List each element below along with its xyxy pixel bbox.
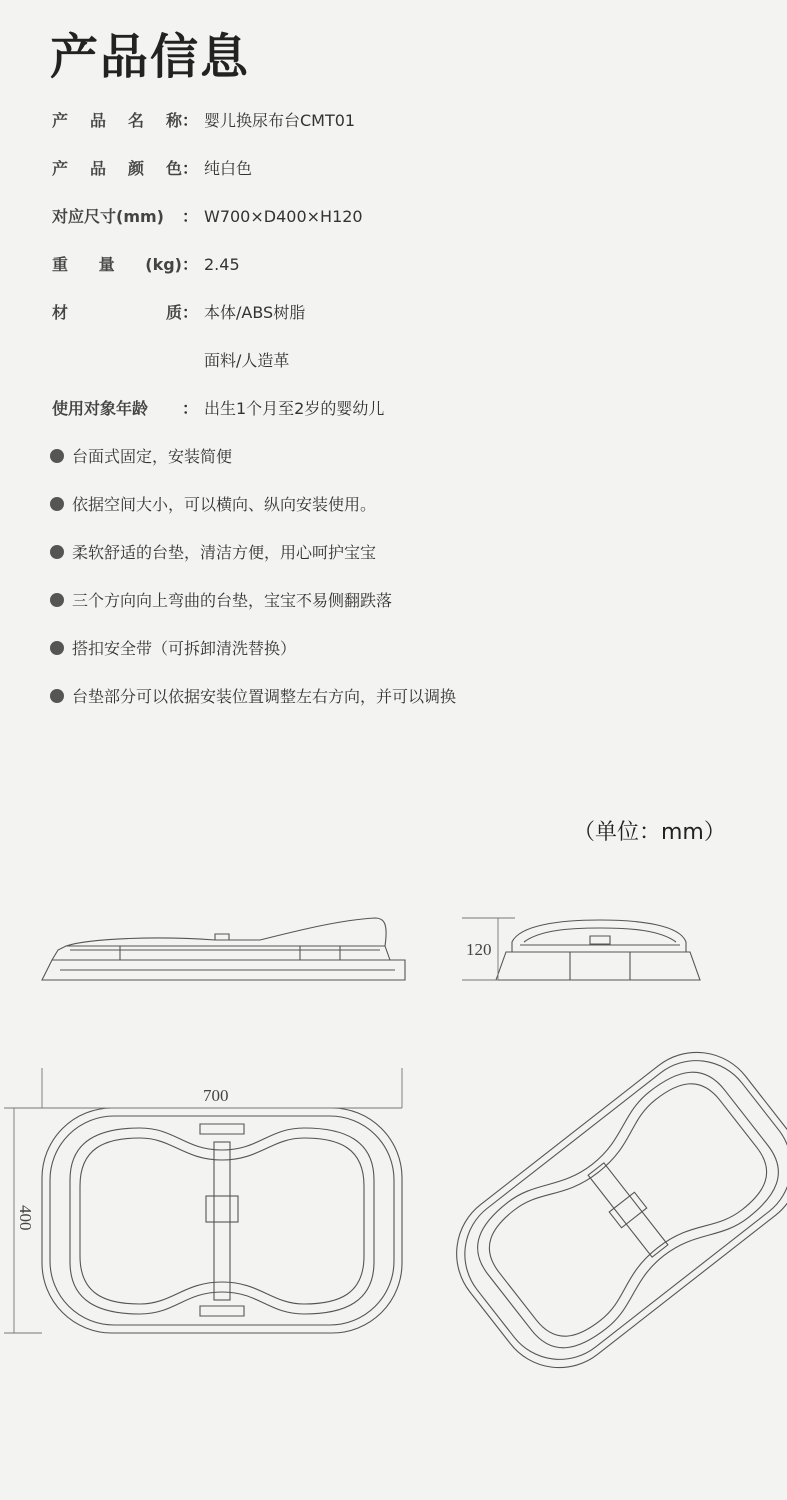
spec-value: W700×D400×H120 <box>204 207 363 226</box>
width-dimension-label: 700 <box>203 1086 229 1105</box>
height-dimension-label: 120 <box>466 940 492 959</box>
spec-colon: ： <box>182 303 199 322</box>
feature-text: 依据空间大小，可以横向、纵向安装使用。 <box>72 495 377 514</box>
spec-label: 对应尺寸(mm) <box>52 207 164 226</box>
spec-colon: ： <box>182 399 199 418</box>
spec-colon: ： <box>182 159 199 178</box>
front-view-drawing <box>496 920 700 980</box>
spec-value: 纯白色 <box>204 159 253 178</box>
spec-label: 重 量 (kg) <box>52 255 182 274</box>
top-view-dimension-lines <box>4 1068 402 1333</box>
perspective-view-drawing <box>432 1027 787 1392</box>
unit-label: （单位：mm） <box>573 820 726 845</box>
spec-label: 产品名称 <box>52 111 182 130</box>
spec-label: 产品颜色 <box>52 159 182 178</box>
feature-text: 台面式固定，安装简便 <box>72 447 233 466</box>
spec-colon: ： <box>182 207 199 226</box>
spec-value: 2.45 <box>204 255 240 274</box>
spec-value: 本体/ABS树脂 <box>204 303 306 322</box>
spec-value: 出生1个月至2岁的婴幼儿 <box>204 399 385 418</box>
spec-value: 面料/人造革 <box>204 351 290 370</box>
feature-text: 搭扣安全带（可拆卸清洗替换） <box>72 639 297 658</box>
page-title: 产品信息 <box>50 29 251 85</box>
feature-text: 台垫部分可以依据安装位置调整左右方向，并可以调换 <box>72 687 457 706</box>
side-view-drawing <box>42 918 405 980</box>
spec-label: 使用对象年龄 <box>52 399 149 418</box>
spec-label: 材质 <box>52 303 182 322</box>
spec-value: 婴儿换尿布台CMT01 <box>204 111 356 130</box>
top-view-drawing <box>42 1108 402 1333</box>
feature-text: 三个方向向上弯曲的台垫，宝宝不易侧翻跌落 <box>72 591 393 610</box>
feature-text: 柔软舒适的台垫，清洁方便，用心呵护宝宝 <box>72 543 377 562</box>
spec-colon: ： <box>182 255 199 274</box>
spec-colon: ： <box>182 111 199 130</box>
depth-dimension-label: 400 <box>16 1205 35 1231</box>
